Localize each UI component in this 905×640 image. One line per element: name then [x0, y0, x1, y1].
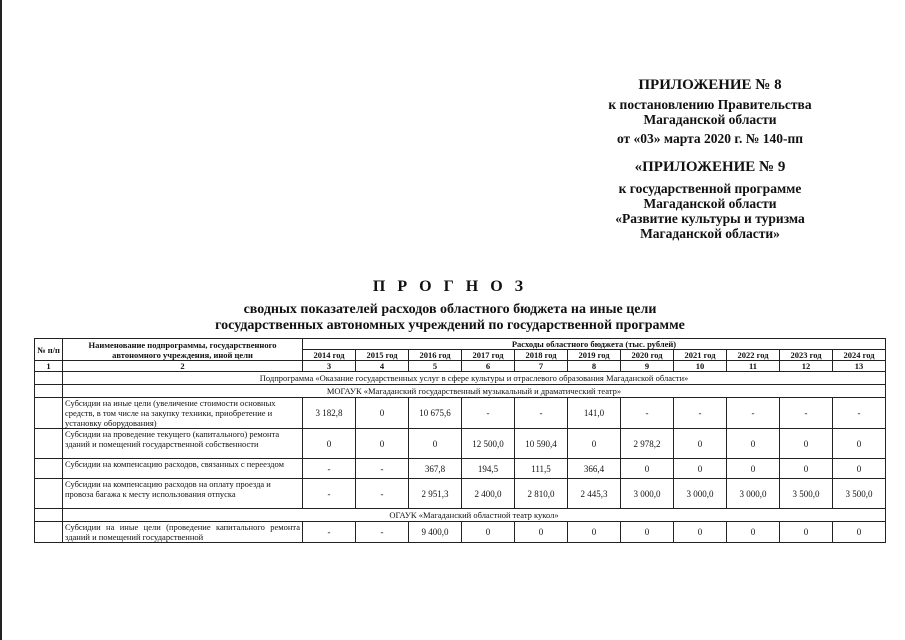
title-main: П Р О Г Н О З: [372, 278, 528, 295]
row-name: Субсидии на иные цели (проведение капитального ремонта зданий и помещений государственной: [63, 522, 303, 543]
year-header: 2019 год: [568, 350, 621, 361]
org1-rows: [35, 398, 886, 509]
table-row: [35, 479, 886, 509]
value-cell: 141,0: [568, 398, 621, 429]
column-number: 11: [727, 361, 780, 372]
value-cell: -: [727, 398, 780, 429]
value-cell: 3 000,0: [674, 479, 727, 509]
year-header: 2017 год: [462, 350, 515, 361]
value-cell: 0: [727, 429, 780, 459]
value-cell: 2 978,2: [621, 429, 674, 459]
table-row: [35, 429, 886, 459]
value-cell: 2 810,0: [515, 479, 568, 509]
value-cell: 0: [674, 459, 727, 479]
value-cell: 2 445,3: [568, 479, 621, 509]
year-header: 2015 год: [356, 350, 409, 361]
row-number-cell: [35, 522, 63, 543]
value-cell: -: [356, 522, 409, 543]
row-number-cell: [35, 398, 63, 429]
year-header: 2020 год: [621, 350, 674, 361]
column-number: 9: [621, 361, 674, 372]
header-budget: Расходы областного бюджета (тыс. рублей): [303, 339, 886, 350]
value-cell: -: [303, 522, 356, 543]
value-cell: 0: [568, 429, 621, 459]
value-cell: 0: [780, 522, 833, 543]
value-cell: 3 500,0: [833, 479, 886, 509]
appendix-9-line: Магаданской области»: [640, 226, 780, 241]
value-cell: 10 675,6: [409, 398, 462, 429]
value-cell: 0: [515, 522, 568, 543]
organization-row: [35, 385, 886, 398]
organization-title: МОГАУК «Магаданский государственный музыкальный и драматический театр»: [63, 385, 886, 398]
appendix-8-block: [560, 78, 860, 146]
column-number: 5: [409, 361, 462, 372]
value-cell: 0: [833, 429, 886, 459]
value-cell: 0: [780, 429, 833, 459]
value-cell: -: [621, 398, 674, 429]
column-numbers-row: [35, 361, 886, 372]
column-number: 13: [833, 361, 886, 372]
page-edge-line: [0, 0, 2, 640]
value-cell: -: [303, 459, 356, 479]
appendix-8-line: Магаданской области: [643, 112, 777, 127]
value-cell: 111,5: [515, 459, 568, 479]
value-cell: 0: [621, 522, 674, 543]
column-number: 3: [303, 361, 356, 372]
column-number: 1: [35, 361, 63, 372]
row-name: Субсидии на компенсацию расходов на оплату проезда и провоза багажа к месту использования отпуска: [63, 479, 303, 509]
org2-rows: [35, 522, 886, 543]
table-row: [35, 522, 886, 543]
year-header: 2023 год: [780, 350, 833, 361]
value-cell: -: [303, 479, 356, 509]
appendix-9-block: [560, 160, 860, 241]
year-header: 2014 год: [303, 350, 356, 361]
value-cell: 2 951,3: [409, 479, 462, 509]
value-cell: -: [515, 398, 568, 429]
value-cell: 0: [356, 429, 409, 459]
value-cell: 0: [462, 522, 515, 543]
value-cell: 0: [833, 459, 886, 479]
value-cell: 0: [568, 522, 621, 543]
table-row: [35, 398, 886, 429]
value-cell: -: [674, 398, 727, 429]
appendix-8-heading: ПРИЛОЖЕНИЕ № 8: [638, 77, 782, 93]
appendix-8-line: к постановлению Правительства: [608, 97, 812, 112]
value-cell: 0: [674, 429, 727, 459]
value-cell: -: [833, 398, 886, 429]
subprogram-row: [35, 372, 886, 385]
value-cell: 12 500,0: [462, 429, 515, 459]
value-cell: 194,5: [462, 459, 515, 479]
column-number: 7: [515, 361, 568, 372]
value-cell: 366,4: [568, 459, 621, 479]
row-name: Субсидии на компенсацию расходов, связанных с переездом: [63, 459, 303, 479]
value-cell: 0: [727, 522, 780, 543]
year-header: 2022 год: [727, 350, 780, 361]
value-cell: 3 000,0: [621, 479, 674, 509]
column-number: 12: [780, 361, 833, 372]
year-header: 2021 год: [674, 350, 727, 361]
value-cell: -: [356, 459, 409, 479]
subprogram-title: Подпрограмма «Оказание государственных услуг в сфере культуры и отраслевого образования Магаданской области»: [63, 372, 886, 385]
value-cell: 3 500,0: [780, 479, 833, 509]
appendix-9-line: «Развитие культуры и туризма: [615, 211, 805, 226]
row-number-cell: [35, 429, 63, 459]
value-cell: 0: [727, 459, 780, 479]
year-header: 2016 год: [409, 350, 462, 361]
column-number: 8: [568, 361, 621, 372]
appendix-9-heading: «ПРИЛОЖЕНИЕ № 9: [634, 159, 786, 175]
column-number: 2: [63, 361, 303, 372]
value-cell: 3 182,8: [303, 398, 356, 429]
organization-title: ОГАУК «Магаданский областной театр кукол»: [63, 509, 886, 522]
header-name: Наименование подпрограммы, государственного автономного учреждения, иной цели: [63, 339, 303, 361]
forecast-table: [34, 338, 886, 543]
column-number: 6: [462, 361, 515, 372]
value-cell: 3 000,0: [727, 479, 780, 509]
column-number: 10: [674, 361, 727, 372]
value-cell: 2 400,0: [462, 479, 515, 509]
appendix-9-line: к государственной программе: [618, 181, 802, 196]
title-sub-line: государственных автономных учреждений по государственной программе: [215, 318, 685, 333]
value-cell: 0: [409, 429, 462, 459]
table-row: [35, 459, 886, 479]
row-name: Субсидии на проведение текущего (капитального) ремонта зданий и помещений государственной собственности: [63, 429, 303, 459]
year-header: 2018 год: [515, 350, 568, 361]
title-sub-line: сводных показателей расходов областного бюджета на иные цели: [243, 302, 657, 317]
title-subtitle: [150, 302, 750, 334]
row-number-cell: [35, 459, 63, 479]
column-number: 4: [356, 361, 409, 372]
table-header-row: [35, 339, 886, 350]
row-name: Субсидии на иные цели (увеличение стоимости основных средств, в том числе на закупку техники, приобретение и установку оборудования): [63, 398, 303, 429]
document-title: [150, 278, 750, 334]
value-cell: 0: [356, 398, 409, 429]
row-number-cell: [35, 479, 63, 509]
value-cell: -: [356, 479, 409, 509]
value-cell: 0: [833, 522, 886, 543]
value-cell: -: [462, 398, 515, 429]
value-cell: 10 590,4: [515, 429, 568, 459]
value-cell: 0: [303, 429, 356, 459]
value-cell: 0: [621, 459, 674, 479]
appendix-8-line: от «03» марта 2020 г. № 140-пп: [616, 131, 804, 146]
organization-row: [35, 509, 886, 522]
header-no: № п/п: [35, 339, 63, 361]
appendix-9-line: Магаданской области: [643, 196, 777, 211]
value-cell: 9 400,0: [409, 522, 462, 543]
value-cell: 367,8: [409, 459, 462, 479]
value-cell: 0: [780, 459, 833, 479]
value-cell: 0: [674, 522, 727, 543]
value-cell: -: [780, 398, 833, 429]
year-header: 2024 год: [833, 350, 886, 361]
